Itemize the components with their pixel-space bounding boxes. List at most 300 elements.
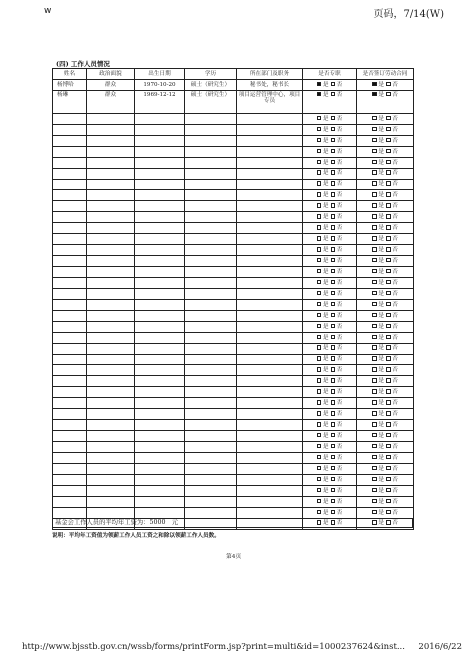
fulltime-option-no[interactable] (331, 455, 343, 461)
fulltime-option-no[interactable] (331, 400, 343, 406)
contract-option-no[interactable] (386, 455, 398, 461)
contract-option-no[interactable] (386, 138, 398, 144)
contract-option-no[interactable] (386, 225, 398, 231)
fulltime-option-no[interactable] (331, 127, 343, 133)
contract-option-yes[interactable] (372, 149, 384, 155)
contract-option-yes[interactable] (372, 488, 384, 494)
contract-option-no[interactable] (386, 149, 398, 155)
checkbox-icon[interactable] (372, 160, 377, 165)
fulltime-option-yes[interactable] (317, 160, 329, 166)
checkbox-icon[interactable] (372, 247, 377, 252)
fulltime-option-yes[interactable] (317, 488, 329, 494)
fulltime-option-yes[interactable] (317, 214, 329, 220)
checkbox-icon[interactable] (317, 422, 322, 427)
fulltime-option-yes[interactable] (317, 510, 329, 516)
contract-option-no[interactable] (386, 411, 398, 417)
checkbox-icon[interactable] (386, 214, 391, 219)
fulltime-option-yes[interactable] (317, 444, 329, 450)
checkbox-icon[interactable] (317, 116, 322, 121)
fulltime-option-no[interactable] (331, 466, 343, 472)
fulltime-option-no[interactable] (331, 192, 343, 198)
fulltime-option-yes[interactable] (317, 422, 329, 428)
contract-option-yes[interactable] (372, 280, 384, 286)
checkbox-icon[interactable] (331, 127, 336, 132)
fulltime-option-yes[interactable] (317, 192, 329, 198)
checkbox-icon[interactable] (317, 149, 322, 154)
checkbox-icon[interactable] (317, 466, 322, 471)
contract-option-yes[interactable] (372, 510, 384, 516)
contract-option-yes[interactable] (372, 291, 384, 297)
contract-option-no[interactable] (386, 313, 398, 319)
checkbox-icon[interactable] (317, 269, 322, 274)
contract-option-no[interactable] (386, 170, 398, 176)
checkbox-icon[interactable] (331, 466, 336, 471)
checkbox-icon[interactable] (386, 92, 391, 97)
contract-option-no[interactable] (386, 258, 398, 264)
fulltime-option-no[interactable] (331, 203, 343, 209)
contract-option-yes[interactable] (372, 466, 384, 472)
fulltime-option-no[interactable] (331, 422, 343, 428)
contract-option-no[interactable] (386, 181, 398, 187)
checkbox-icon[interactable] (386, 444, 391, 449)
fulltime-option-yes[interactable] (317, 127, 329, 133)
checkbox-icon[interactable] (386, 291, 391, 296)
checkbox-icon[interactable] (372, 466, 377, 471)
contract-option-yes[interactable] (372, 378, 384, 384)
checkbox-icon[interactable] (317, 455, 322, 460)
contract-option-yes[interactable] (372, 400, 384, 406)
checkbox-icon[interactable] (372, 510, 377, 515)
contract-option-no[interactable] (386, 247, 398, 253)
contract-option-yes[interactable] (372, 389, 384, 395)
checkbox-icon[interactable] (386, 466, 391, 471)
fulltime-option-yes[interactable] (317, 367, 329, 373)
contract-option-no[interactable] (386, 422, 398, 428)
contract-option-no[interactable] (386, 345, 398, 351)
contract-option-no[interactable] (386, 116, 398, 122)
fulltime-option-no[interactable] (331, 335, 343, 341)
checkbox-icon[interactable] (317, 488, 322, 493)
fulltime-option-yes[interactable] (317, 116, 329, 122)
checkbox-icon[interactable] (331, 510, 336, 515)
contract-option-no[interactable] (386, 510, 398, 516)
checkbox-icon[interactable] (386, 236, 391, 241)
checkbox-icon[interactable] (386, 302, 391, 307)
checkbox-icon[interactable] (372, 258, 377, 263)
checkbox-icon[interactable] (317, 258, 322, 263)
contract-option-yes[interactable] (372, 116, 384, 122)
contract-option-yes[interactable] (372, 214, 384, 220)
checkbox-icon[interactable] (331, 92, 336, 97)
checkbox-icon[interactable] (372, 181, 377, 186)
contract-option-yes[interactable] (372, 335, 384, 341)
checkbox-icon[interactable] (386, 356, 391, 361)
checkbox-icon[interactable] (372, 335, 377, 340)
checkbox-icon[interactable] (331, 225, 336, 230)
fulltime-option-no[interactable] (331, 181, 343, 187)
checkbox-icon[interactable] (331, 214, 336, 219)
checkbox-icon[interactable] (386, 127, 391, 132)
contract-option-no[interactable] (386, 378, 398, 384)
checkbox-icon[interactable] (386, 389, 391, 394)
contract-option-yes[interactable] (372, 433, 384, 439)
contract-option-no[interactable] (386, 236, 398, 242)
checkbox-icon[interactable] (372, 170, 377, 175)
checkbox-icon[interactable] (331, 400, 336, 405)
checkbox-icon[interactable] (331, 258, 336, 263)
checkbox-icon[interactable] (331, 116, 336, 121)
checkbox-icon[interactable] (317, 378, 322, 383)
checkbox-icon[interactable] (372, 356, 377, 361)
contract-option-yes[interactable] (372, 499, 384, 505)
checkbox-icon[interactable] (317, 203, 322, 208)
fulltime-option-yes[interactable] (317, 313, 329, 319)
checkbox-icon[interactable] (317, 444, 322, 449)
contract-option-no[interactable] (386, 160, 398, 166)
fulltime-option-no[interactable] (331, 236, 343, 242)
fulltime-option-yes[interactable] (317, 225, 329, 231)
checkbox-icon[interactable] (372, 138, 377, 143)
checkbox-icon[interactable] (386, 225, 391, 230)
fulltime-option-no[interactable] (331, 258, 343, 264)
contract-option-yes[interactable] (372, 160, 384, 166)
checkbox-icon[interactable] (372, 116, 377, 121)
fulltime-option-yes[interactable] (317, 247, 329, 253)
fulltime-option-yes[interactable] (317, 236, 329, 242)
checkbox-icon[interactable] (372, 313, 377, 318)
checkbox-icon[interactable] (331, 477, 336, 482)
checkbox-icon[interactable] (372, 82, 377, 87)
contract-option-yes[interactable] (372, 127, 384, 133)
contract-option-yes[interactable] (372, 258, 384, 264)
checkbox-icon[interactable] (372, 192, 377, 197)
checkbox-icon[interactable] (317, 192, 322, 197)
fulltime-option-yes[interactable] (317, 477, 329, 483)
checkbox-icon[interactable] (386, 378, 391, 383)
checkbox-icon[interactable] (372, 488, 377, 493)
contract-option-no[interactable] (386, 324, 398, 330)
fulltime-option-yes[interactable] (317, 203, 329, 209)
checkbox-icon[interactable] (386, 400, 391, 405)
contract-option-yes[interactable] (372, 236, 384, 242)
checkbox-icon[interactable] (386, 203, 391, 208)
fulltime-option-no[interactable] (331, 214, 343, 220)
checkbox-icon[interactable] (331, 192, 336, 197)
fulltime-option-yes[interactable] (317, 302, 329, 308)
fulltime-option-no[interactable] (331, 324, 343, 330)
checkbox-icon[interactable] (372, 345, 377, 350)
contract-option-yes[interactable] (372, 192, 384, 198)
checkbox-icon[interactable] (331, 335, 336, 340)
contract-option-yes[interactable] (372, 181, 384, 187)
checkbox-icon[interactable] (331, 324, 336, 329)
fulltime-option-no[interactable] (331, 170, 343, 176)
checkbox-icon[interactable] (317, 291, 322, 296)
fulltime-option-no[interactable] (331, 302, 343, 308)
checkbox-icon[interactable] (372, 302, 377, 307)
checkbox-icon[interactable] (317, 127, 322, 132)
checkbox-icon[interactable] (386, 499, 391, 504)
checkbox-icon[interactable] (331, 313, 336, 318)
contract-option-no[interactable] (386, 214, 398, 220)
fulltime-option-yes[interactable] (317, 269, 329, 275)
checkbox-icon[interactable] (331, 499, 336, 504)
checkbox-icon[interactable] (372, 433, 377, 438)
checkbox-icon[interactable] (331, 389, 336, 394)
contract-option-yes[interactable] (372, 170, 384, 176)
fulltime-option-no[interactable] (331, 378, 343, 384)
checkbox-icon[interactable] (331, 138, 336, 143)
checkbox-icon[interactable] (317, 138, 322, 143)
contract-option-yes[interactable] (372, 455, 384, 461)
checkbox-icon[interactable] (331, 367, 336, 372)
contract-option-yes[interactable] (372, 247, 384, 253)
checkbox-icon[interactable] (317, 400, 322, 405)
checkbox-icon[interactable] (372, 269, 377, 274)
checkbox-icon[interactable] (372, 444, 377, 449)
checkbox-icon[interactable] (331, 247, 336, 252)
fulltime-option-yes[interactable] (317, 92, 329, 98)
checkbox-icon[interactable] (317, 324, 322, 329)
contract-option-yes[interactable] (372, 356, 384, 362)
fulltime-option-yes[interactable] (317, 466, 329, 472)
fulltime-option-yes[interactable] (317, 433, 329, 439)
contract-option-no[interactable] (386, 82, 398, 88)
checkbox-icon[interactable] (331, 433, 336, 438)
contract-option-yes[interactable] (372, 225, 384, 231)
checkbox-icon[interactable] (386, 269, 391, 274)
fulltime-option-yes[interactable] (317, 170, 329, 176)
checkbox-icon[interactable] (331, 378, 336, 383)
fulltime-option-yes[interactable] (317, 356, 329, 362)
checkbox-icon[interactable] (386, 411, 391, 416)
checkbox-icon[interactable] (372, 389, 377, 394)
checkbox-icon[interactable] (317, 302, 322, 307)
contract-option-yes[interactable] (372, 203, 384, 209)
contract-option-yes[interactable] (372, 324, 384, 330)
fulltime-option-no[interactable] (331, 225, 343, 231)
checkbox-icon[interactable] (317, 214, 322, 219)
fulltime-option-no[interactable] (331, 92, 343, 98)
fulltime-option-yes[interactable] (317, 324, 329, 330)
contract-option-no[interactable] (386, 444, 398, 450)
checkbox-icon[interactable] (386, 181, 391, 186)
checkbox-icon[interactable] (372, 236, 377, 241)
contract-option-no[interactable] (386, 203, 398, 209)
checkbox-icon[interactable] (386, 138, 391, 143)
fulltime-option-yes[interactable] (317, 181, 329, 187)
fulltime-option-no[interactable] (331, 138, 343, 144)
checkbox-icon[interactable] (317, 389, 322, 394)
checkbox-icon[interactable] (386, 433, 391, 438)
checkbox-icon[interactable] (372, 499, 377, 504)
contract-option-no[interactable] (386, 92, 398, 98)
checkbox-icon[interactable] (331, 82, 336, 87)
checkbox-icon[interactable] (317, 499, 322, 504)
fulltime-option-no[interactable] (331, 280, 343, 286)
checkbox-icon[interactable] (386, 335, 391, 340)
checkbox-icon[interactable] (372, 324, 377, 329)
checkbox-icon[interactable] (372, 149, 377, 154)
checkbox-icon[interactable] (372, 291, 377, 296)
checkbox-icon[interactable] (331, 345, 336, 350)
checkbox-icon[interactable] (331, 356, 336, 361)
checkbox-icon[interactable] (331, 422, 336, 427)
fulltime-option-no[interactable] (331, 510, 343, 516)
checkbox-icon[interactable] (331, 181, 336, 186)
contract-option-no[interactable] (386, 389, 398, 395)
checkbox-icon[interactable] (372, 400, 377, 405)
checkbox-icon[interactable] (317, 367, 322, 372)
checkbox-icon[interactable] (386, 488, 391, 493)
contract-option-no[interactable] (386, 367, 398, 373)
checkbox-icon[interactable] (372, 225, 377, 230)
fulltime-option-no[interactable] (331, 149, 343, 155)
contract-option-no[interactable] (386, 127, 398, 133)
checkbox-icon[interactable] (317, 170, 322, 175)
contract-option-no[interactable] (386, 477, 398, 483)
checkbox-icon[interactable] (317, 181, 322, 186)
contract-option-yes[interactable] (372, 477, 384, 483)
checkbox-icon[interactable] (386, 258, 391, 263)
contract-option-no[interactable] (386, 280, 398, 286)
checkbox-icon[interactable] (331, 291, 336, 296)
fulltime-option-no[interactable] (331, 345, 343, 351)
fulltime-option-yes[interactable] (317, 258, 329, 264)
fulltime-option-yes[interactable] (317, 280, 329, 286)
checkbox-icon[interactable] (317, 411, 322, 416)
checkbox-icon[interactable] (331, 455, 336, 460)
fulltime-option-no[interactable] (331, 477, 343, 483)
checkbox-icon[interactable] (317, 356, 322, 361)
checkbox-icon[interactable] (386, 160, 391, 165)
contract-option-yes[interactable] (372, 82, 384, 88)
contract-option-no[interactable] (386, 488, 398, 494)
fulltime-option-no[interactable] (331, 247, 343, 253)
checkbox-icon[interactable] (386, 477, 391, 482)
fulltime-option-no[interactable] (331, 82, 343, 88)
checkbox-icon[interactable] (372, 477, 377, 482)
fulltime-option-no[interactable] (331, 444, 343, 450)
checkbox-icon[interactable] (317, 313, 322, 318)
contract-option-yes[interactable] (372, 313, 384, 319)
checkbox-icon[interactable] (372, 92, 377, 97)
checkbox-icon[interactable] (331, 269, 336, 274)
checkbox-icon[interactable] (386, 170, 391, 175)
contract-option-no[interactable] (386, 356, 398, 362)
checkbox-icon[interactable] (317, 280, 322, 285)
fulltime-option-yes[interactable] (317, 378, 329, 384)
fulltime-option-no[interactable] (331, 356, 343, 362)
checkbox-icon[interactable] (372, 411, 377, 416)
checkbox-icon[interactable] (317, 477, 322, 482)
checkbox-icon[interactable] (386, 247, 391, 252)
fulltime-option-yes[interactable] (317, 400, 329, 406)
checkbox-icon[interactable] (331, 160, 336, 165)
checkbox-icon[interactable] (331, 411, 336, 416)
contract-option-no[interactable] (386, 499, 398, 505)
fulltime-option-no[interactable] (331, 291, 343, 297)
fulltime-option-yes[interactable] (317, 345, 329, 351)
checkbox-icon[interactable] (386, 82, 391, 87)
checkbox-icon[interactable] (372, 367, 377, 372)
checkbox-icon[interactable] (317, 247, 322, 252)
checkbox-icon[interactable] (386, 345, 391, 350)
contract-option-no[interactable] (386, 192, 398, 198)
checkbox-icon[interactable] (331, 149, 336, 154)
fulltime-option-no[interactable] (331, 488, 343, 494)
fulltime-option-no[interactable] (331, 160, 343, 166)
fulltime-option-yes[interactable] (317, 335, 329, 341)
fulltime-option-yes[interactable] (317, 149, 329, 155)
fulltime-option-no[interactable] (331, 499, 343, 505)
contract-option-no[interactable] (386, 291, 398, 297)
fulltime-option-yes[interactable] (317, 82, 329, 88)
checkbox-icon[interactable] (317, 236, 322, 241)
fulltime-option-yes[interactable] (317, 411, 329, 417)
fulltime-option-no[interactable] (331, 313, 343, 319)
checkbox-icon[interactable] (331, 444, 336, 449)
fulltime-option-yes[interactable] (317, 138, 329, 144)
contract-option-no[interactable] (386, 269, 398, 275)
checkbox-icon[interactable] (331, 170, 336, 175)
fulltime-option-no[interactable] (331, 116, 343, 122)
contract-option-yes[interactable] (372, 422, 384, 428)
checkbox-icon[interactable] (386, 510, 391, 515)
checkbox-icon[interactable] (386, 116, 391, 121)
checkbox-icon[interactable] (386, 367, 391, 372)
contract-option-yes[interactable] (372, 269, 384, 275)
checkbox-icon[interactable] (331, 488, 336, 493)
contract-option-no[interactable] (386, 302, 398, 308)
contract-option-yes[interactable] (372, 411, 384, 417)
checkbox-icon[interactable] (331, 203, 336, 208)
checkbox-icon[interactable] (317, 92, 322, 97)
contract-option-yes[interactable] (372, 367, 384, 373)
checkbox-icon[interactable] (372, 455, 377, 460)
checkbox-icon[interactable] (317, 82, 322, 87)
checkbox-icon[interactable] (386, 422, 391, 427)
checkbox-icon[interactable] (386, 280, 391, 285)
contract-option-yes[interactable] (372, 92, 384, 98)
contract-option-yes[interactable] (372, 345, 384, 351)
contract-option-no[interactable] (386, 433, 398, 439)
checkbox-icon[interactable] (331, 236, 336, 241)
checkbox-icon[interactable] (372, 127, 377, 132)
checkbox-icon[interactable] (317, 345, 322, 350)
contract-option-yes[interactable] (372, 444, 384, 450)
checkbox-icon[interactable] (331, 280, 336, 285)
contract-option-no[interactable] (386, 400, 398, 406)
contract-option-no[interactable] (386, 335, 398, 341)
checkbox-icon[interactable] (331, 302, 336, 307)
contract-option-yes[interactable] (372, 138, 384, 144)
checkbox-icon[interactable] (386, 455, 391, 460)
checkbox-icon[interactable] (317, 335, 322, 340)
checkbox-icon[interactable] (372, 280, 377, 285)
checkbox-icon[interactable] (317, 510, 322, 515)
checkbox-icon[interactable] (317, 225, 322, 230)
fulltime-option-yes[interactable] (317, 389, 329, 395)
checkbox-icon[interactable] (372, 203, 377, 208)
contract-option-yes[interactable] (372, 302, 384, 308)
fulltime-option-no[interactable] (331, 367, 343, 373)
fulltime-option-no[interactable] (331, 269, 343, 275)
checkbox-icon[interactable] (386, 313, 391, 318)
checkbox-icon[interactable] (372, 214, 377, 219)
fulltime-option-no[interactable] (331, 411, 343, 417)
fulltime-option-yes[interactable] (317, 455, 329, 461)
